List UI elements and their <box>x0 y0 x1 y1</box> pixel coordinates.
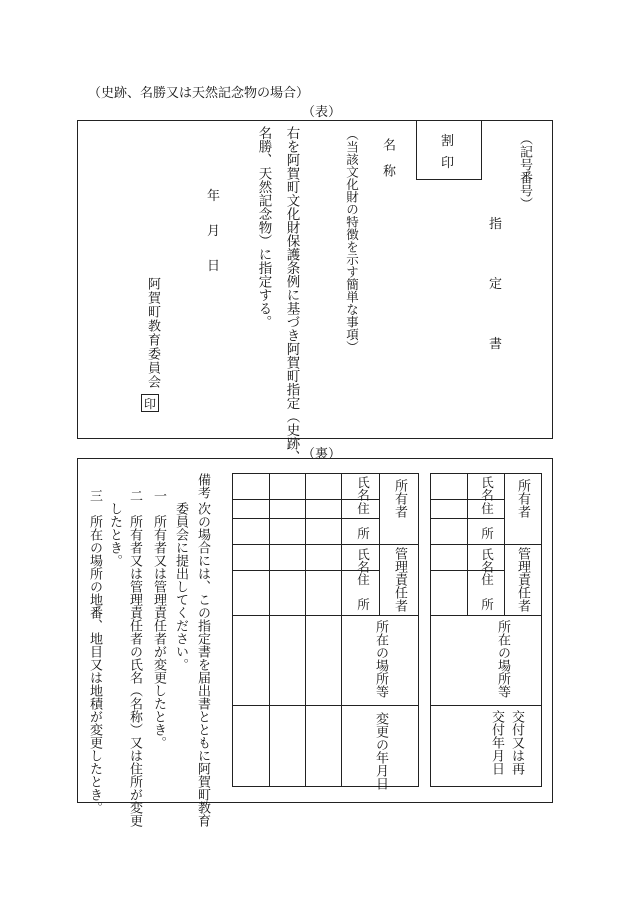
notes-item-3: 三 所在の場所の地番、地目又は地積が変更したとき。 <box>87 489 102 814</box>
notes-item-2-line-2: したとき。 <box>107 502 122 567</box>
doc-title-char-3: 書 <box>489 337 503 352</box>
doc-title-char-1: 指 <box>489 217 503 232</box>
issue-date-header-line-2: 交付年月日 <box>489 710 504 775</box>
back-side-label: （裏） <box>302 447 342 462</box>
issuer-name: 阿賀町教育委員会 <box>145 277 160 389</box>
date-day-char: 日 <box>207 259 221 274</box>
split-seal-char-2: 印 <box>441 156 455 171</box>
split-seal-char-1: 割 <box>441 134 455 149</box>
issue-date-header-line-1: 交付又は再 <box>509 710 524 775</box>
issue-location-header: 所在の場所等 <box>495 620 510 698</box>
change-date-header: 変更の年月日 <box>373 712 388 790</box>
change-owner-name-label: 氏名 <box>355 476 371 501</box>
change-manager-address-label: 住 所 <box>355 573 371 611</box>
issue-manager-address-label: 住 所 <box>479 573 495 611</box>
issue-manager-header: 管理責任者 <box>515 547 530 612</box>
notes-title: 備考 <box>195 473 210 499</box>
issuer-seal: 印 <box>141 394 159 412</box>
designation-body-line-2: 名勝、天然記念物）に指定する。 <box>255 126 272 329</box>
issue-manager-name-label: 氏名 <box>479 548 495 573</box>
doc-title-char-2: 定 <box>489 277 503 292</box>
notes-intro-line-1: 次の場合には、この指定書を届出書とともに阿賀町教育 <box>195 502 210 827</box>
change-record-table <box>232 473 419 787</box>
name-label: 名 称 <box>380 138 395 177</box>
change-manager-name-label: 氏名 <box>355 548 371 573</box>
issue-owner-header: 所有者 <box>515 479 530 518</box>
date-month-char: 月 <box>207 224 221 239</box>
notes-intro-line-2: 委員会に提出してください。 <box>173 502 188 671</box>
issue-owner-name-label: 氏名 <box>479 476 495 501</box>
designation-body-line-1: 右を阿賀町文化財保護条例に基づき阿賀町指定（史跡、 <box>283 126 300 464</box>
change-manager-header: 管理責任者 <box>392 547 407 612</box>
front-side-label: （表） <box>302 105 342 120</box>
notes-item-2-line-1: 二 所有者又は管理責任者の氏名（名称）又は住所が変更 <box>127 489 142 827</box>
form-caption: （史跡、名勝又は天然記念物の場合） <box>88 86 310 101</box>
features-note: （当該文化財の特徴を示す簡単な事項） <box>344 128 360 353</box>
change-owner-header: 所有者 <box>392 479 407 518</box>
change-owner-address-label: 住 所 <box>355 502 371 540</box>
issue-owner-address-label: 住 所 <box>479 502 495 540</box>
notes-item-1: 一 所有者又は管理責任者が変更したとき。 <box>151 489 166 749</box>
change-location-header: 所在の場所等 <box>373 620 388 698</box>
date-year-char: 年 <box>207 189 221 204</box>
code-number-label: （記号番号） <box>517 132 532 210</box>
split-seal-box <box>416 120 482 180</box>
